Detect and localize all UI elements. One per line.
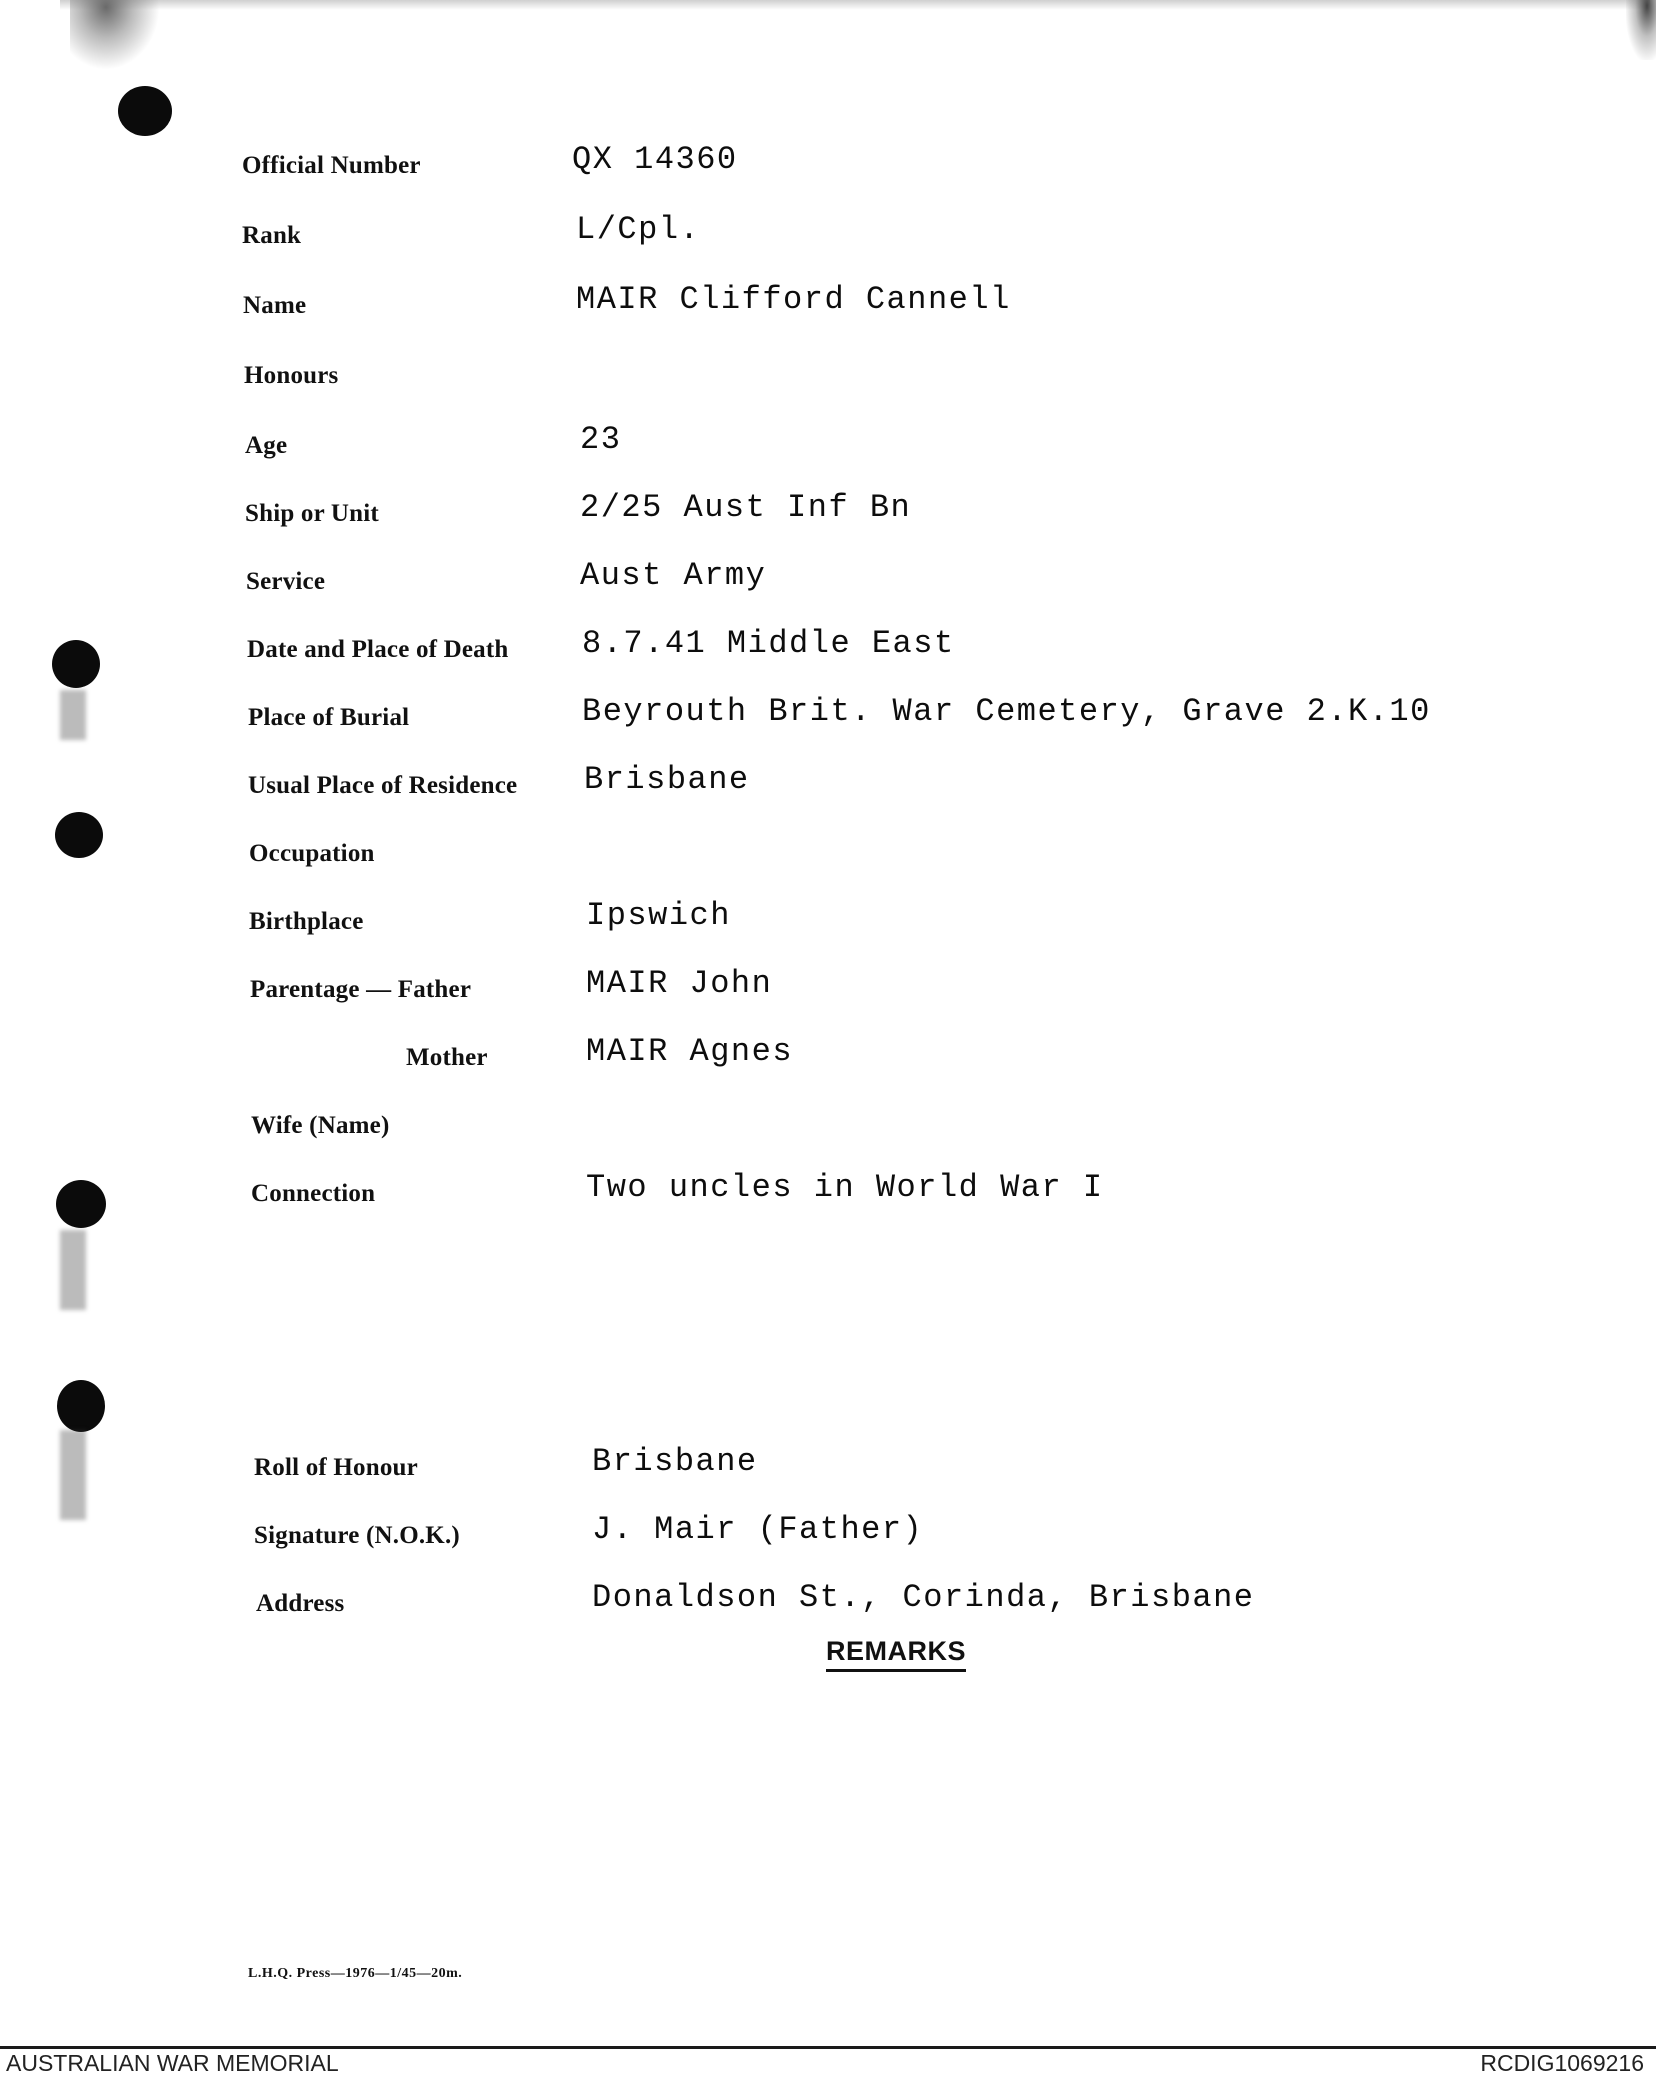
field-label: Ship or Unit [245, 500, 379, 527]
field-label: Signature (N.O.K.) [254, 1522, 460, 1549]
field-label: Date and Place of Death [247, 636, 509, 663]
field-label: Rank [242, 222, 302, 249]
field-value: QX 14360 [572, 141, 738, 178]
field-value: 8.7.41 Middle East [582, 625, 955, 662]
field-label: Address [256, 1590, 345, 1617]
punch-hole [56, 1180, 106, 1228]
field-label: Name [243, 292, 307, 319]
field-label: Honours [244, 362, 339, 389]
field-label: Birthplace [249, 908, 364, 935]
field-label: Connection [251, 1180, 376, 1207]
scan-edge [60, 0, 1650, 10]
field-value: MAIR Clifford Cannell [576, 281, 1011, 318]
scan-smear [60, 1430, 86, 1520]
field-label: Place of Burial [248, 704, 410, 731]
field-value: Aust Army [580, 557, 767, 594]
scan-shadow [1626, 0, 1656, 60]
field-label: Mother [406, 1044, 488, 1071]
field-label: Official Number [242, 152, 421, 179]
field-value: MAIR Agnes [586, 1033, 794, 1070]
field-value: Donaldson St., Corinda, Brisbane [592, 1579, 1255, 1616]
scan-smear [60, 1230, 86, 1310]
field-label: Age [245, 432, 288, 459]
record-id: RCDIG1069216 [1480, 2050, 1644, 2076]
scan-shadow [70, 0, 160, 70]
field-value: Beyrouth Brit. War Cemetery, Grave 2.K.10 [582, 693, 1431, 730]
field-value: Brisbane [592, 1443, 758, 1480]
scan-smear [60, 690, 86, 740]
field-value: 23 [580, 421, 622, 458]
punch-hole [55, 812, 103, 858]
field-label: Roll of Honour [254, 1454, 418, 1481]
punch-hole [118, 86, 172, 136]
field-label: Usual Place of Residence [248, 772, 518, 799]
field-value: L/Cpl. [576, 211, 701, 248]
field-label: Parentage — Father [250, 976, 472, 1003]
page-bottom-edge [0, 2046, 1656, 2049]
printer-imprint: L.H.Q. Press—1976—1/45—20m. [248, 1966, 463, 1981]
punch-hole [52, 640, 100, 688]
field-value: 2/25 Aust Inf Bn [580, 489, 912, 526]
field-label: Occupation [249, 840, 375, 867]
field-value: J. Mair (Father) [592, 1511, 924, 1548]
field-value: Two uncles in World War I [586, 1169, 1104, 1206]
punch-hole [57, 1380, 105, 1432]
remarks-heading: REMARKS [826, 1636, 966, 1672]
field-label: Wife (Name) [251, 1112, 390, 1139]
field-value: MAIR John [586, 965, 773, 1002]
field-label: Service [246, 568, 326, 595]
field-value: Brisbane [584, 761, 750, 798]
field-value: Ipswich [586, 897, 731, 934]
archive-credit: AUSTRALIAN WAR MEMORIAL [6, 2050, 339, 2076]
